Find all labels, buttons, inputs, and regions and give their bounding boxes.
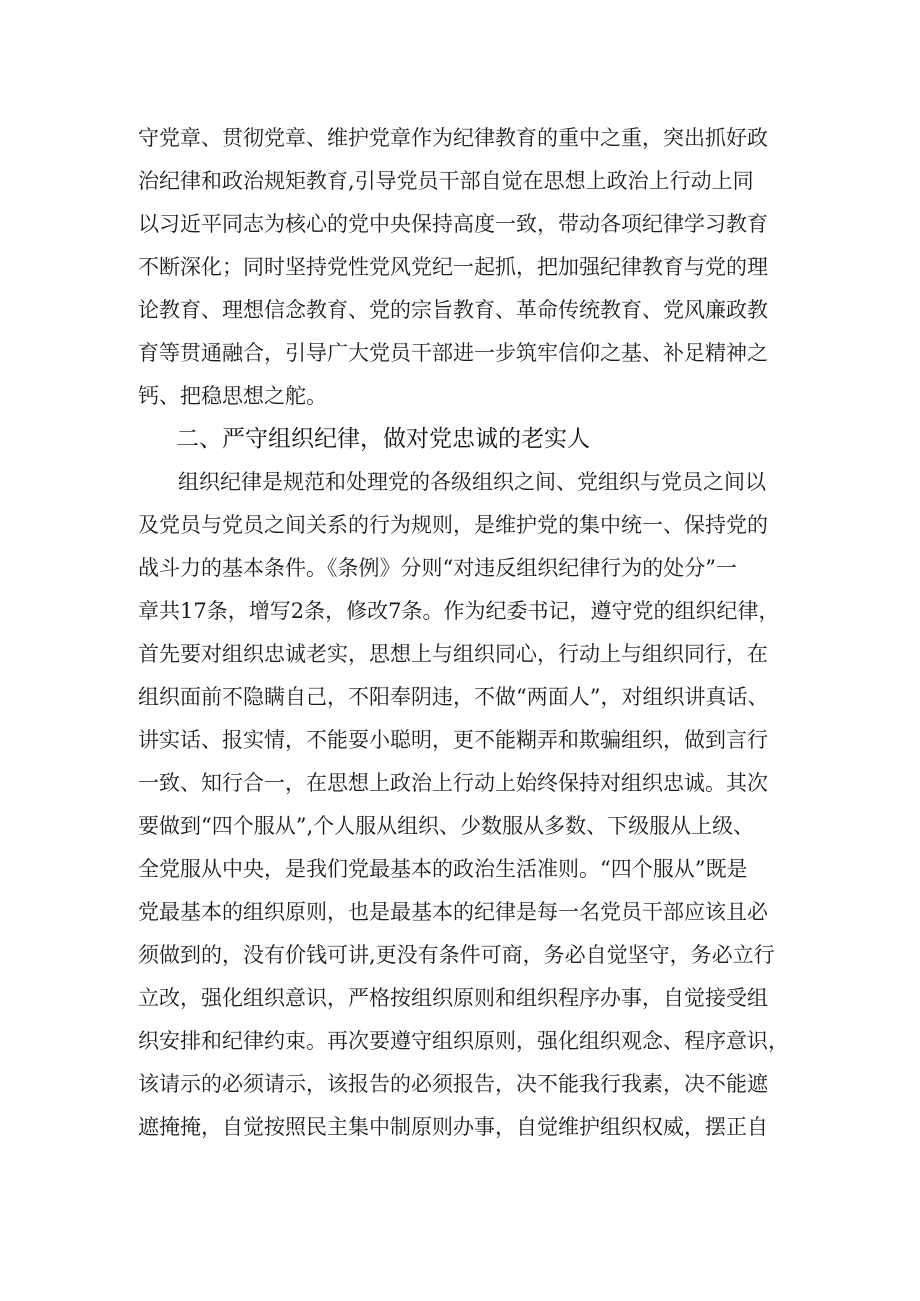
text-line: 该请示的必须请示，该报告的必须报告，决不能我行我素，决不能遮 [138,1072,768,1096]
text-line: 党最基本的组织原则，也是最基本的纪律是每一名党员干部应该且必 [138,900,768,924]
text-line: 不断深化；同时坚持党性党风党纪一起抓，把加强纪律教育与党的理 [138,255,768,279]
text-line: 组织面前不隐瞒自己，不阳奉阴违，不做“两面人”，对组织讲真话、 [138,685,769,709]
text-line: 战斗力的基本条件。《条例》分则“对违反组织纪律行为的处分”一 [138,556,737,580]
text-line: 须做到的，没有价钱可讲,更没有条件可商，务必自觉坚守，务必立行 [138,943,775,967]
text-line: 一致、知行合一，在思想上政治上行动上始终保持对组织忠诚。其次 [138,771,768,795]
text-line: 首先要对组织忠诚老实，思想上与组织同心，行动上与组织同行，在 [138,642,768,666]
text-line: 要做到“四个服从”,个人服从组织、少数服从多数、下级服从上级、 [138,814,755,838]
text-line: 组织纪律是规范和处理党的各级组织之间、党组织与党员之间以 [178,470,766,494]
text-line: 以习近平同志为核心的党中央保持高度一致，带动各项纪律学习教育 [138,212,768,236]
text-line: 钙、把稳思想之舵。 [138,384,327,408]
text-line: 立改，强化组织意识，严格按组织原则和组织程序办事，自觉接受组 [138,986,768,1010]
text-line: 治纪律和政治规矩教育,引导党员干部自觉在思想上政治上行动上同 [138,169,754,193]
section-heading: 二、严守组织纪律，做对党忠诚的老实人 [176,426,590,452]
text-line: 全党服从中央，是我们党最基本的政治生活准则。“四个服从”既是 [138,857,748,881]
text-line: 讲实话、报实情，不能耍小聪明，更不能糊弄和欺骗组织，做到言行 [138,728,768,752]
text-line: 守党章、贯彻党章、维护党章作为纪律教育的重中之重，突出抓好政 [138,126,768,150]
text-line: 育等贯通融合，引导广大党员干部进一步筑牢信仰之基、补足精神之 [138,341,768,365]
text-line: 论教育、理想信念教育、党的宗旨教育、革命传统教育、党风廉政教 [138,298,768,322]
text-line: 及党员与党员之间关系的行为规则，是维护党的集中统一、保持党的 [138,513,768,537]
text-line: 织安排和纪律约束。再次要遵守组织原则，强化组织观念、程序意识， [138,1029,789,1053]
text-line: 遮掩掩，自觉按照民主集中制原则办事，自觉维护组织权威，摆正自 [138,1115,768,1139]
text-line: 章共17条，增写2条，修改7条。作为纪委书记，遵守党的组织纪律， [138,599,780,623]
